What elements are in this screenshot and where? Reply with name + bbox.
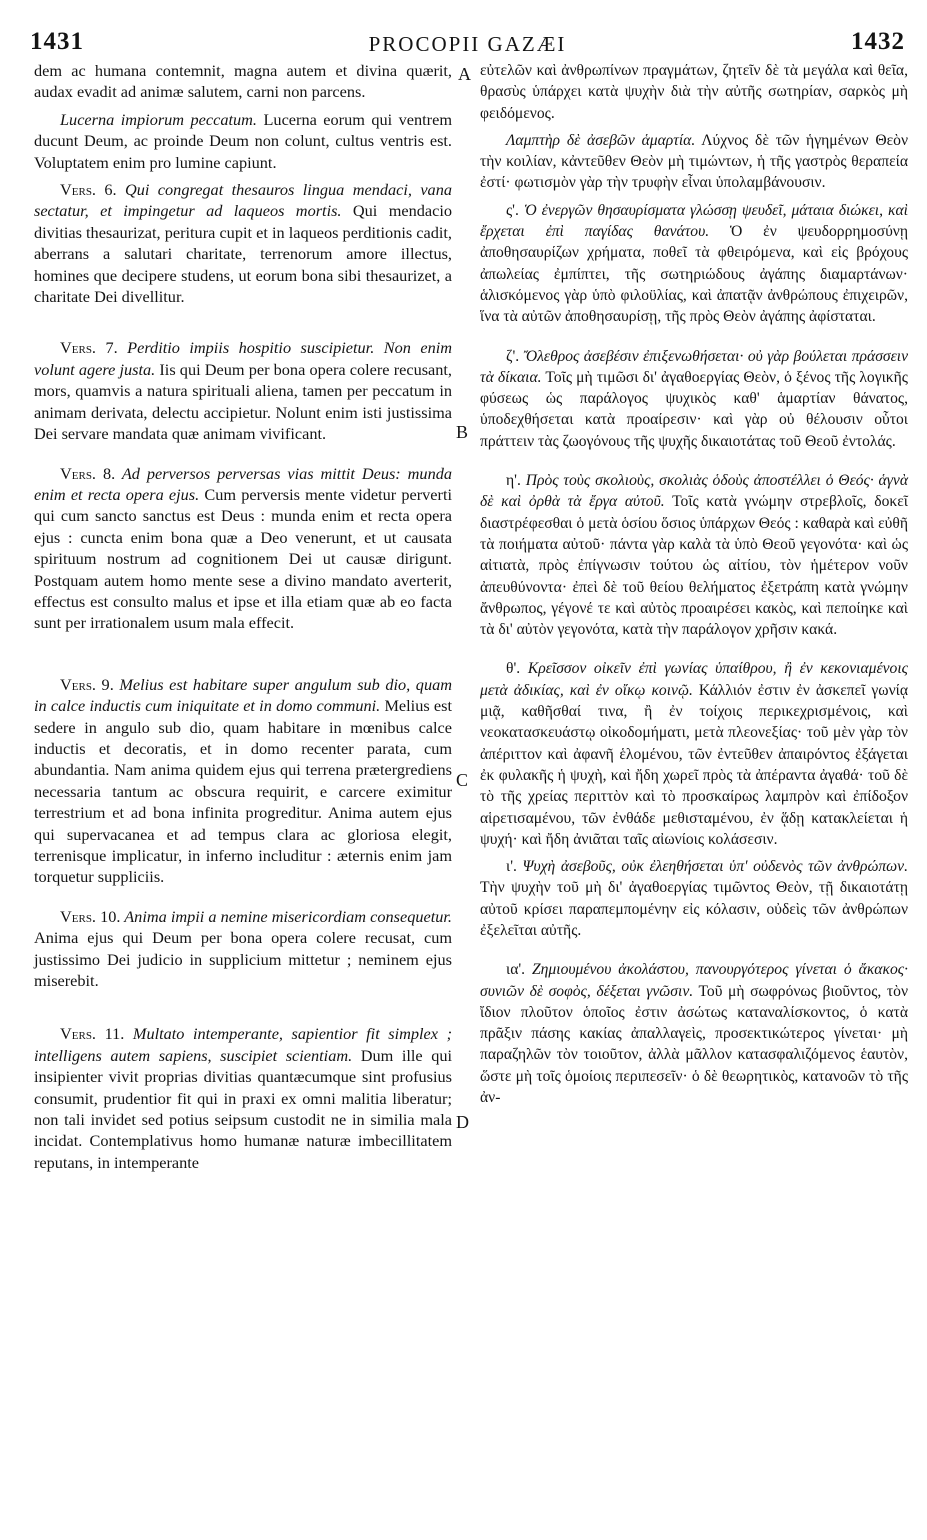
verse-number: ι'. (506, 858, 517, 876)
verse-number: Vers. 8. (60, 463, 116, 483)
verse-number: θ'. (506, 660, 521, 678)
greek-paragraph (480, 470, 908, 640)
greek-column (480, 60, 908, 1108)
verse-number: ια'. (506, 961, 526, 979)
latin-paragraph (34, 60, 452, 103)
verse-lemma: Ψυχὴ ἀσεβοῦς, οὐκ ἐλεηθήσεται ὑπ' οὐδενὸς τῶν ἀνθρώπων. (516, 858, 908, 876)
verse-lemma: Anima impii a nemine misericordiam consequetur. (120, 906, 452, 926)
paragraph-text: Melius est sedere in angulo sub dio, quam habitare in mœnibus calce inductis et decoratis, et in domo recenter parata, cum abundantia. Nam anima quidem ejus qui terrena prætergrediens necessaria tantum ac obscura requirit, e carcere eximitur terrestrium et ad bona infinita progreditur. Anima autem ejus qui supervacanea et ad tempus clara ac gloriosa elegit, terrenisque implicatur, in inferno includitur : æternis enim jam torquetur suppliciis. (34, 696, 452, 887)
running-title: PROCOPII GAZÆI (368, 32, 567, 56)
verse-lemma: Ζημιουμένου ἀκολάστου, πανουργότερος γίνεται ὁ ἄκακος· συνιῶν δὲ σοφὸς, δέξεται γνῶσιν. (480, 961, 908, 1000)
running-header (30, 28, 905, 58)
margin-letter-c: C (456, 770, 469, 790)
verse-number: Vers. 9. (60, 674, 114, 694)
paragraph-text: Τοῖς κατὰ γνώμην στρεβλοῖς, δοκεῖ διαστρέφεσθαι ὁ μετὰ ὁσίου ὅσιος ὑπάρχων Θεός : καθαρὰ καὶ εὐθῆ τὰ ποιήματα αὐτοῦ· πάντα γὰρ καλὰ τὰ ὑπὸ Θεοῦ γεγονότα· καὶ ὡς αἰτιατὰ, πρὸς ἐπίγνωσιν τούτου ὡς αἰτίου, τὸν ἡμέτερον νοῦν ἀπευθύνοντα· ἐπεὶ δὲ τοῦ θείου θελήματος ἐξετράπη κατὰ γνώμην ἄνθρωπος, γέγονέ τε καὶ αὐτὸς προαιρέσει κακὸς, καὶ πεποίηκε καὶ τὰ δι' αὐτὸν γεγονότα, κατὰ τὴν παράλογον χρῆσιν κακά. (480, 493, 908, 639)
margin-letter-d: D (456, 1112, 469, 1132)
verse-number: Vers. 11. (60, 1024, 125, 1044)
verse-number: ς'. (506, 201, 519, 219)
paragraph-text: Cum perversis mente videtur perverti qui cum sancto sanctus est Deus : munda enim et recta opera ejus : cuncta enim bona quæ a Deo venerunt, et ut causata spirituum nostrum ad cognitionem Dei ut causæ dirigunt. Postquam autem homo mente sese a divino mandato averterit, effectus est consulto malus et ipse et illa etiam quæ ab eo facta sunt per irrationalem usum mala effecit. (34, 484, 453, 633)
greek-paragraph (480, 130, 908, 194)
verse-number: Vers. 10. (60, 906, 121, 926)
latin-paragraph (34, 674, 452, 888)
verse-number: ζ'. (506, 347, 520, 365)
latin-paragraph (34, 109, 452, 173)
latin-paragraph (34, 179, 452, 307)
margin-letter-b: B (456, 422, 469, 442)
verse-lemma: Ad perversos perversas vias mittit Deus: munda enim et recta opera ejus. (34, 463, 452, 504)
greek-paragraph (480, 346, 908, 452)
verse-lemma: Multato intemperante, sapientior fit simplex ; intelligens autem sapiens, suscipiet scientiam. (34, 1024, 452, 1065)
paragraph-text: Anima ejus qui Deum per bona opera colere recusat, cum justissimo Dei judicio in supplicium mittetur ; neminem ejus miserebit. (34, 928, 452, 991)
paragraph-text: Dum ille qui insipienter vivit proprias divitias quantæcumque sint profusius consumit, prudentior fit qui in praxi ex omni malitia liberatur; non tali invidet sed potius seipsum custodit ne in similia mala incidat. Contemplativus homo humanæ naturæ imbecillitatem reputans, in intemperante (34, 1045, 453, 1172)
verse-lemma: Πρὸς τοὺς σκολιοὺς, σκολιὰς ὁδοὺς ἀποστέλλει ὁ Θεός· ἁγνὰ δὲ καὶ ὀρθὰ τὰ ἔργα αὐτοῦ. (480, 472, 908, 511)
paragraph-text: Τοῦ μὴ σωφρόνως βιοῦντος, τὸν ἴδιον πλοῦτον ὁποῖος ἐστιν ἀσώτως καταναλίσκοντος, ὁ κατὰ πρᾶξιν πάσης κακίας ἀπαλλαγεὶς, προσεκτικώτερος γίνεται· μὴ παραζηλῶν τὸν τοιοῦτον, ἀλλὰ μᾶλλον κατασφαλιζόμενος ἑαυτὸν, ὥστε μὴ τοῖς ὁμοίοις περιπεσεῖν· ὁ δὲ θεωρητικὸς, κατανοῶν τὸ τῆς ἀν- (480, 982, 908, 1107)
greek-paragraph (480, 60, 908, 124)
latin-paragraph (34, 1023, 452, 1173)
greek-paragraph (480, 856, 908, 941)
verse-lemma: Ὁ ἐνεργῶν θησαυρίσματα γλώσσῃ ψευδεῖ, μάταια διώκει, καὶ ἔρχεται ἐπὶ παγίδας θανάτου. (480, 201, 908, 241)
verse-lemma: Lucerna impiorum peccatum. (60, 109, 257, 129)
latin-paragraph (34, 463, 452, 634)
verse-lemma: Κρεῖσσον οἰκεῖν ἐπὶ γωνίας ὑπαίθρου, ἢ ἐν κεκονιαμένοις μετὰ ἀδικίας, καὶ ἐν οἴκῳ κοινῷ. (480, 660, 908, 699)
paragraph-text: Qui mendacio divitias thesaurizat, peritura cupit et in laqueos perditionis cadit, aberrans a salutari charitate, terrenorum amore illectus, homines que decipere studens, ut eorum bona sibi thesaurizet, a charitate Dei divellitur. (34, 201, 452, 307)
latin-column (34, 60, 452, 1173)
verse-number: η'. (506, 472, 521, 490)
paragraph-text: εὐτελῶν καὶ ἀνθρωπίνων πραγμάτων, ζητεῖν δὲ τὰ μεγάλα καὶ θεῖα, θρασὺς ὑπάρχει κατὰ ψυχὴν διὰ τὴν αὐτῆς σωτηρίαν, σαρκὸς μὴ φειδόμενος. (480, 62, 908, 122)
verse-lemma: Qui congregat thesauros lingua mendaci, vana sectatur, et impingetur ad laqueos mortis. (34, 180, 452, 221)
paragraph-text: Λύχνος δὲ τῶν ἡγημένων Θεὸν τὴν κοιλίαν, κἀντεῦθεν Θεὸν μὴ τιμώντων, ἡ τῆς γαστρὸς θεραπεία ἐστί· φωτισμὸν γὰρ τὴν τρυφὴν εἶναι ὑπολαμβάνουσιν. (480, 131, 908, 192)
verse-lemma: Ὄλεθρος ἀσεβέσιν ἐπιξενωθήσεται· οὐ γὰρ βούλεται πράσσειν τὰ δίκαια. (480, 347, 908, 386)
greek-paragraph (480, 959, 908, 1108)
margin-letter-a: A (458, 64, 471, 84)
verse-lemma: Λαμπτὴρ δὲ ἀσεβῶν ἁμαρτία. (506, 131, 696, 149)
paragraph-text: Κάλλιόν ἐστιν ἐν ἀσκεπεῖ γωνίᾳ μιᾷ, καθῆσθαί τινα, ἢ ἐν τοίχοις περικεχρισμένοις, καὶ νεοκατασκευάστῳ οἰκοδομήματι, μετὰ πλεονεξίας· τοῦ μὲν γὰρ τὸν ἀπέριττον καὶ ἀφανῆ ἑλομένου, τῶν ἐντεῦθεν ἀπαιρόντος ἐξάγεται ἐκ φυλακῆς ἡ ψυχὴ, καὶ ἤδη χωρεῖ πρὸς τὰ ἀπέραντα ἀγαθά· τοῦ δὲ τὸ τῆς χρείας περιττὸν καὶ τὸ προσκαίρως λαμπρὸν καὶ ἐπίδοξον αἱρετισαμένου, τῶν ἐνθάδε μεθισταμένου, ἐν ᾅδῃ κατακλείεται ἡ ψυχή· καὶ ἤδη ἀνιᾶται ταῖς αἰωνίοις κολάσεσιν. (480, 681, 908, 848)
paragraph-text: dem ac humana contemnit, magna autem et divina quærit, audax evadit ad animæ salutem, carni non parcens. (34, 61, 452, 102)
latin-paragraph (34, 906, 452, 992)
verse-number: Vers. 6. (60, 180, 117, 200)
paragraph-text: Ὁ ἐν ψευδορρημοσύνῃ ἀποθησαυρίζων χρήματα, ποθεῖ τὰ φθειρόμενα, καὶ εἰς βρόχους ἀπωλείας ἐμπίπτει, τῆς σωτηριώδους ἀγάπης διαμαρτάνων· ἁλισκόμενος γὰρ ὑπὸ φιλοϋλίας, καὶ ἀπατᾷν ἀνθρώπους ἐπιχειρῶν, ἵνα τὰ αὐτῶν ἀποθησαυρίσῃ, τῆς πρὸς Θεὸν ἀγάπης ἀφίσταται. (480, 223, 909, 326)
page-number-right: 1432 (851, 28, 905, 55)
page-number-left: 1431 (30, 28, 84, 55)
paragraph-text: Τὴν ψυχὴν τοῦ μὴ δι' ἀγαθοεργίας τιμῶντος Θεὸν, τῇ δικαιοτάτῃ αὐτοῦ κρίσει παραπεμπομένην εἰς κόλασιν, οὐδεὶς τῶν ἀνθρώπων ἐξελεῖται αὐτῆς. (480, 879, 908, 939)
greek-paragraph (480, 200, 908, 328)
verse-lemma: Melius est habitare super angulum sub dio, quam in calce inductis cum iniquitate et in domo communi. (34, 674, 452, 716)
greek-paragraph (480, 658, 908, 850)
paragraph-text: Τοῖς μὴ τιμῶσι δι' ἀγαθοεργίας Θεὸν, ὁ ξένος τῆς λογικῆς φύσεως ὡς παράλογος ψυχικὸς καθ' ἁμαρτίαν θάνατος, ὑποδεχθήσεται κατὰ προαίρεσιν· καὶ γὰρ οὐ θέλουσιν οὗτοι πράττειν τὰς ζωογόνους τῆς ψυχῆς δικαιοτάτας τοῦ Θεοῦ ἐντολάς. (480, 368, 908, 450)
verse-number: Vers. 7. (60, 338, 118, 358)
verse-lemma: Perditio impiis hospitio suscipietur. Non enim volunt agere justa. (34, 338, 452, 379)
paragraph-text: Iis qui Deum per bona opera colere recusant, mors, quamvis a natura spirituali aliena, tamen per peccatum in animam derivata, delectu accipietur. Nolunt enim isti justissima Dei servare mandata quæ animam vivificant. (34, 359, 453, 444)
paragraph-text: Lucerna eorum qui ventrem ducunt Deum, ac proinde Deum non colunt, cultus ventris est. Voluptatem enim pro lumine capiunt. (34, 109, 452, 172)
latin-paragraph (34, 337, 452, 444)
